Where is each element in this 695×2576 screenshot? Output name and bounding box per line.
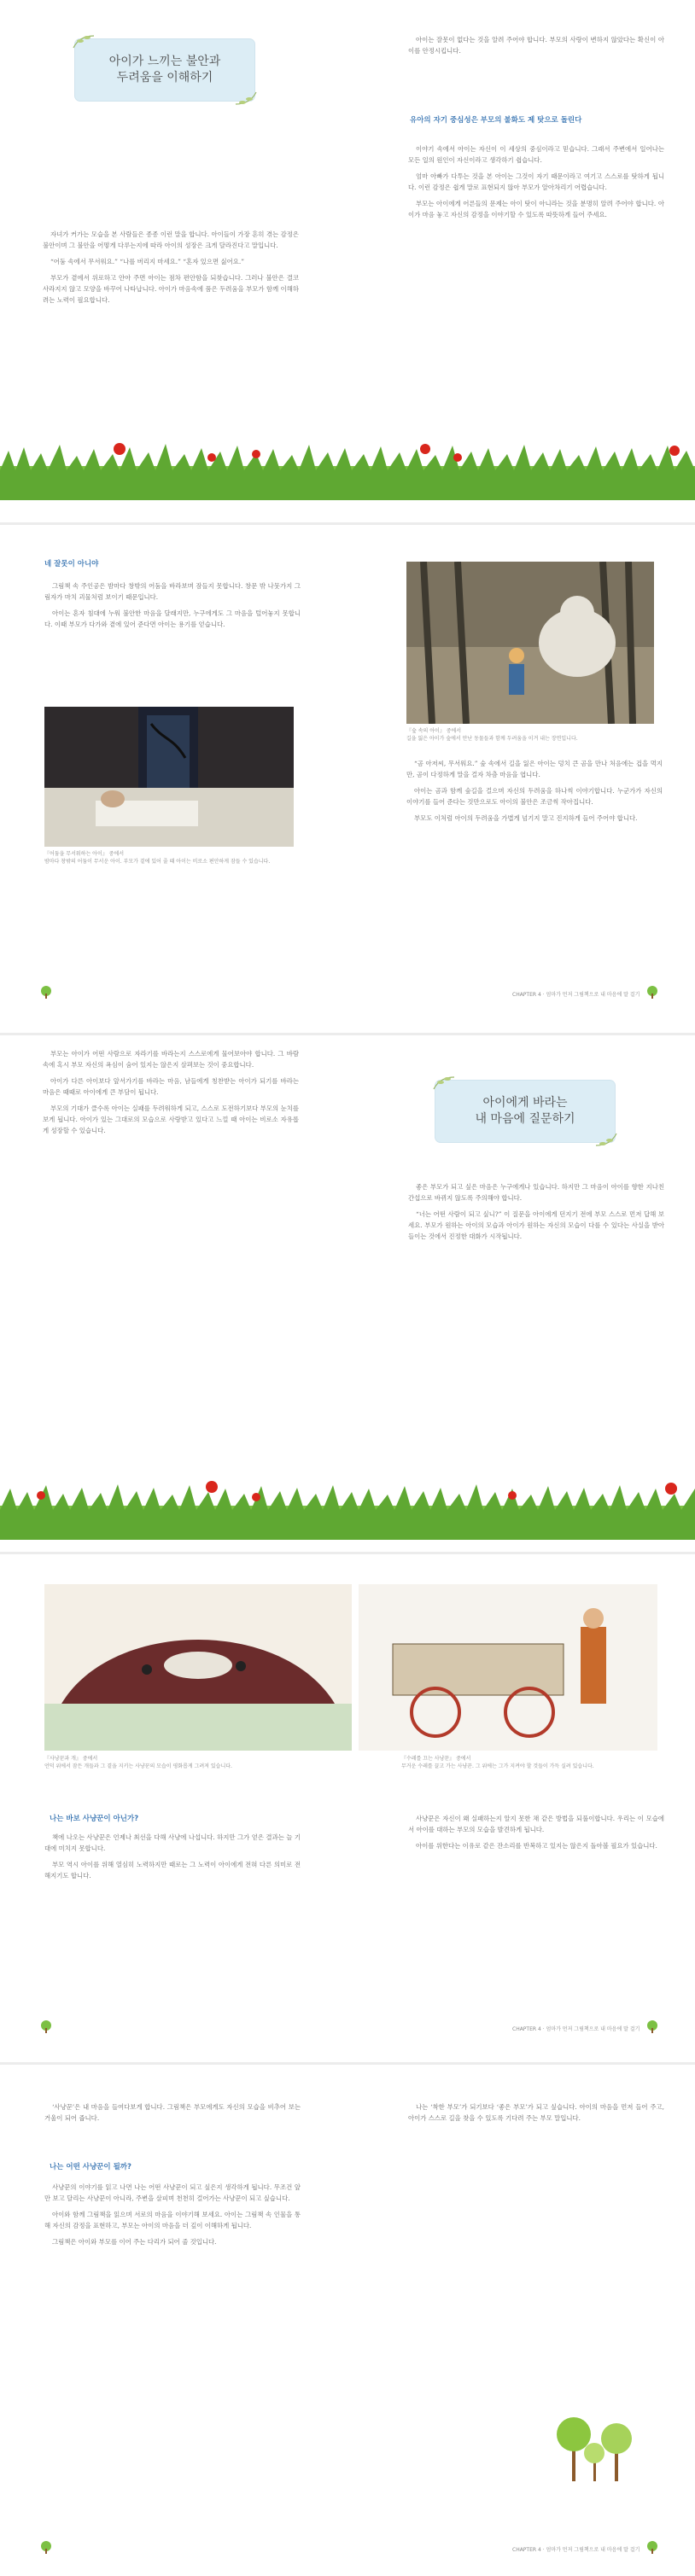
- right-text-column: [408, 1813, 664, 1932]
- caption-title: 『사냥꾼과 개』 중에서: [44, 1756, 98, 1762]
- paragraph: 자녀가 커가는 모습을 본 사람들은 종종 이런 말을 합니다. 아이들이 가장 흔히 겪는 감정은 불안이며 그 불안을 어떻게 다루는지에 따라 아이의 성장은 크게 달라진다고 말입니다.: [43, 230, 299, 249]
- spread-3: [0, 1038, 695, 1550]
- paragraph: 아이는 혼자 침대에 누워 불안한 마음을 달래지만, 누구에게도 그 마음을 털어놓지 못합니다. 이때 부모가 다가와 곁에 있어 준다면 아이는 용기를 얻습니다.: [44, 609, 301, 628]
- paragraph: 나는 ‘착한 부모’가 되기보다 ‘좋은 부모’가 되고 싶습니다. 아이의 마음을 먼저 들어 주고, 아이가 스스로 길을 찾을 수 있도록 기다려 주는 부모 말입니다.: [408, 2103, 664, 2122]
- figure-caption: [406, 727, 663, 743]
- paragraph: 부모 역시 아이를 위해 열심히 노력하지만 때로는 그 노력이 아이에게 전혀 다른 의미로 전해지기도 합니다.: [44, 1861, 301, 1880]
- hunter-cart-illustration: [359, 1584, 657, 1751]
- page-divider: [0, 522, 695, 525]
- paragraph: 부모가 곁에서 위로하고 안아 주면 아이는 점차 편안함을 되찾습니다. 그러나 불안은 결코 사라지지 않고 모양을 바꾸어 나타납니다. 아이가 마음속에 품은 두려움을 부모가 함께 이해하려는 노력이 필요합니다.: [43, 274, 299, 304]
- chapter-title-card: [75, 39, 254, 101]
- left-text-column: [43, 1048, 299, 1347]
- chapter-title-line2: 내 마음에 질문하기: [475, 1112, 575, 1126]
- leaf-ornament-icon: [432, 1075, 456, 1091]
- chapter-title-line1: 아이가 느끼는 불안과: [108, 55, 221, 68]
- figure-caption: [44, 1755, 352, 1770]
- paragraph: 사냥꾼은 자신이 왜 실패하는지 알지 못한 채 같은 방법을 되풀이합니다. 우리는 이 모습에서 아이를 대하는 부모의 모습을 발견하게 됩니다.: [408, 1815, 664, 1833]
- caption-title: 『숲 속의 아이』 중에서: [406, 728, 462, 734]
- right-top-text: [408, 34, 664, 68]
- paragraph: 아이는 잘못이 없다는 것을 알려 주어야 합니다. 부모의 사랑이 변하지 않았다는 확신이 아이를 안정시킵니다.: [408, 36, 664, 55]
- caption-title: 『어둠을 무서워하는 아이』 중에서: [44, 851, 125, 857]
- section-heading: [410, 114, 666, 125]
- grass-poppy-illustration: [0, 432, 695, 500]
- page-divider: [0, 1552, 695, 1554]
- hunter-dogs-illustration: [44, 1584, 352, 1751]
- page-number-icon: [39, 2019, 53, 2033]
- spread-5: [0, 2067, 695, 2571]
- grass-poppy-illustration: [0, 1472, 695, 1540]
- paragraph: 아이는 곰과 함께 숲길을 걸으며 자신의 두려움을 하나씩 이야기합니다. 누군가가 자신의 이야기를 들어 준다는 것만으로도 아이의 불안은 조금씩 작아집니다.: [406, 787, 663, 806]
- page-divider: [0, 2062, 695, 2065]
- spread-2: [0, 527, 695, 1031]
- paragraph: ‘사냥꾼’은 내 마음을 들여다보게 합니다. 그림책은 부모에게도 자신의 모습을 비추어 보는 거울이 되어 줍니다.: [44, 2103, 301, 2122]
- paragraph: 사냥꾼의 이야기를 읽고 나면 나는 어떤 사냥꾼이 되고 싶은지 생각하게 됩니다. 무조건 앞만 보고 달리는 사냥꾼이 아니라, 주변을 살피며 천천히 걸어가는 사냥꾼이 되고 싶습니다.: [44, 2183, 301, 2202]
- right-text-column: [408, 2101, 664, 2204]
- page-footer: CHAPTER 4 · 엄마가 먼저 그림책으로 내 마음에 말 걸기: [512, 2547, 640, 2553]
- paragraph: 이야기 속에서 아이는 자신이 이 세상의 중심이라고 믿습니다. 그래서 주변에서 일어나는 모든 일의 원인이 자신이라고 생각하기 쉽습니다.: [408, 145, 664, 164]
- page-footer: CHAPTER 4 · 엄마가 먼저 그림책으로 내 마음에 말 걸기: [512, 992, 640, 998]
- page-number-icon: [39, 2540, 53, 2554]
- paragraph: 부모는 아이가 어떤 사람으로 자라기를 바라는지 스스로에게 물어보아야 합니다. 그 바람 속에 혹시 부모 자신의 욕심이 숨어 있지는 않은지 살펴보는 것이 중요합니다.: [43, 1050, 299, 1069]
- spread-1: [0, 0, 695, 521]
- paragraph: “어둠 속에서 무서워요.” “나를 버리지 마세요.” “혼자 있으면 싫어요.”: [50, 258, 244, 265]
- caption-body: 언덕 위에서 잠든 개들과 그 곁을 지키는 사냥꾼의 모습이 평화롭게 그려져 있습니다.: [44, 1763, 232, 1769]
- heading-text: 나는 어떤 사냥꾼이 될까?: [50, 2163, 131, 2171]
- caption-body: 무거운 수레를 끌고 가는 사냥꾼. 그 위에는 그가 지켜야 할 것들이 가득 실려 있습니다.: [401, 1763, 594, 1769]
- heading-text: 유아의 자기 중심성은 부모의 불화도 제 탓으로 돌린다: [410, 116, 582, 125]
- page-number-icon: [645, 2540, 659, 2554]
- paragraph: 아이가 다른 아이보다 앞서가기를 바라는 마음, 남들에게 칭찬받는 아이가 되기를 바라는 마음은 때때로 아이에게 큰 부담이 됩니다.: [43, 1077, 299, 1096]
- left-text-column: [43, 229, 299, 442]
- chapter-title-line2: 두려움을 이해하기: [116, 71, 213, 85]
- left-text-column: [44, 580, 301, 683]
- figure-caption: [44, 850, 301, 865]
- left-text-column: [44, 1832, 301, 1934]
- figure-caption: [401, 1755, 657, 1770]
- chapter-title-line1: 아이에게 바라는: [482, 1096, 568, 1110]
- left-text-column: [44, 2182, 301, 2455]
- right-text-column: [408, 143, 664, 434]
- paragraph: 아이를 위한다는 이유로 같은 잔소리를 반복하고 있지는 않은지 돌아볼 필요가 있습니다.: [416, 1842, 657, 1850]
- page-number-icon: [645, 2019, 659, 2033]
- paragraph: 책에 나오는 사냥꾼은 언제나 최선을 다해 사냥에 나섭니다. 하지만 그가 얻은 결과는 늘 기대에 미치지 못합니다.: [44, 1833, 301, 1852]
- caption-title: 『수레를 끄는 사냥꾼』 중에서: [401, 1756, 471, 1762]
- section-heading: [50, 2161, 131, 2171]
- heading-text: 나는 바보 사냥꾼이 아닌가?: [50, 1815, 139, 1823]
- paragraph: 엄마 아빠가 다투는 것을 본 아이는 그것이 자기 때문이라고 여기고 스스로를 탓하게 됩니다. 이런 감정은 쉽게 말로 표현되지 않아 부모가 알아차리기 어렵습니다.: [408, 172, 664, 191]
- paragraph: 부모의 기대가 클수록 아이는 실패를 두려워하게 되고, 스스로 도전하기보다 부모의 눈치를 보게 됩니다. 아이가 있는 그대로의 모습으로 사랑받고 있다고 느낄 때 아이는 비로소 자유롭게 성장할 수 있습니다.: [43, 1104, 299, 1134]
- leaf-ornament-icon: [594, 1132, 618, 1147]
- paragraph: 그림책 속 주인공은 밤마다 창밖의 어둠을 바라보며 잠들지 못합니다. 창문 밖 나뭇가지 그림자가 마치 괴물처럼 보이기 때문입니다.: [44, 582, 301, 601]
- page-number-icon: [645, 985, 659, 999]
- leaf-ornament-icon: [234, 90, 258, 106]
- spread-4: [0, 1557, 695, 2060]
- chapter-title-card: [435, 1081, 615, 1142]
- paragraph: 그림책은 아이와 부모를 이어 주는 다리가 되어 줄 것입니다.: [52, 2238, 217, 2246]
- bedroom-night-illustration: [44, 707, 294, 847]
- paragraph: 좋은 부모가 되고 싶은 마음은 누구에게나 있습니다. 하지만 그 마음이 아이를 향한 지나친 간섭으로 바뀌지 않도록 주의해야 합니다.: [408, 1183, 664, 1202]
- page-number-icon: [39, 985, 53, 999]
- leaf-ornament-icon: [72, 34, 96, 50]
- heading-text: 네 잘못이 아니야: [44, 560, 99, 568]
- paragraph: 부모는 아이에게 어른들의 문제는 아이 탓이 아니라는 것을 분명히 알려 주어야 합니다. 아이가 마음 놓고 자신의 감정을 이야기할 수 있도록 따뜻하게 들어 주세요.: [408, 200, 664, 219]
- caption-body: 밤마다 창밖의 어둠이 무서운 아이. 부모가 곁에 있어 줄 때 아이는 비로소 편안하게 잠들 수 있습니다.: [44, 859, 271, 865]
- forest-bear-illustration: [406, 562, 654, 724]
- section-heading: [44, 558, 98, 568]
- paragraph: “너는 어떤 사람이 되고 싶니?” 이 질문을 아이에게 던지기 전에 부모 스스로 먼저 답해 보세요. 부모가 원하는 아이의 모습과 아이가 원하는 자신의 모습이 다를 수 있다는 사실을 받아들이는 것에서 진정한 대화가 시작됩니다.: [408, 1210, 664, 1240]
- left-top-text: [44, 2101, 301, 2153]
- paragraph: “곰 아저씨, 무서워요.” 숲 속에서 길을 잃은 아이는 덩치 큰 곰을 만나 처음에는 겁을 먹지만, 곰이 다정하게 말을 걸자 차츰 마음을 엽니다.: [406, 760, 663, 778]
- page-divider: [0, 1033, 695, 1035]
- caption-body: 길을 잃은 아이가 숲에서 만난 동물들과 함께 두려움을 이겨 내는 장면입니다.: [406, 736, 578, 742]
- section-heading: [50, 1813, 138, 1823]
- trees-illustration: [546, 2409, 649, 2486]
- right-text-column: [408, 1181, 664, 1352]
- paragraph: 아이와 함께 그림책을 읽으며 서로의 마음을 이야기해 보세요. 아이는 그림책 속 인물을 통해 자신의 감정을 표현하고, 부모는 아이의 마음을 더 깊이 이해하게 됩니다.: [44, 2211, 301, 2229]
- paragraph: 부모도 이처럼 아이의 두려움을 가볍게 넘기지 말고 진지하게 들어 주어야 합니다.: [414, 814, 638, 822]
- page-footer: CHAPTER 4 · 엄마가 먼저 그림책으로 내 마음에 말 걸기: [512, 2026, 640, 2032]
- right-text-column: [406, 758, 663, 954]
